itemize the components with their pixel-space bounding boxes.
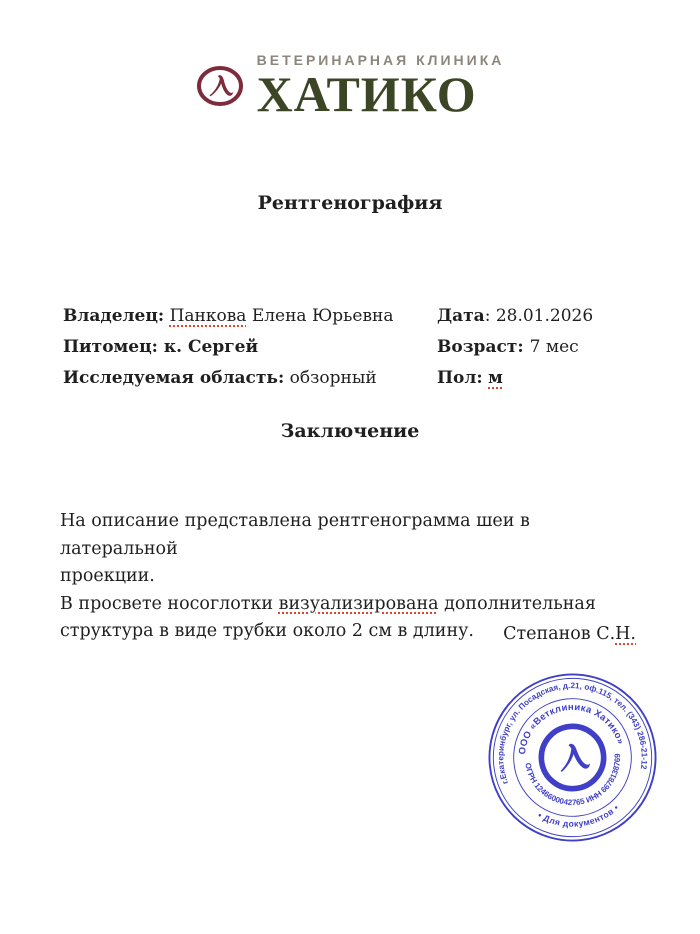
owner-name-flagged: Панкова [169,306,247,326]
clinic-type-label: ВЕТЕРИНАРНАЯ КЛИНИКА [256,52,505,68]
stamp-ogrn-inn-text: ОГРН 1246600042765 ИНН 6678138769 [523,753,623,808]
age-label: Возраст: [437,337,524,357]
area-value: обзорный [284,368,377,388]
clinic-header [0,52,700,122]
conclusion-line2: проекции. [60,566,155,586]
owner-name-rest: Елена Юрьевна [246,306,394,326]
sex-label: Пол: [437,368,483,388]
doctor-signature [503,624,636,644]
clinic-stamp [477,662,667,852]
conclusion-line4: структура в виде трубки около 2 см в длину. [60,621,474,641]
stamp-purpose-text: • Для документов • [536,802,621,829]
date-value: : 28.01.2026 [484,306,594,326]
patient-info-grid [63,301,640,394]
svg-text:г.Екатеринбург, ул. Посадская, [489,674,651,786]
document-title: Рентгенография [257,192,443,214]
doctor-name: Степанов С. [503,624,616,644]
age-row [437,332,640,363]
stamp-center-glyph [558,742,590,772]
conclusion-line3-after: дополнительная [438,593,596,614]
svg-text:ОГРН 1246600042765 ИНН 6678138 [523,752,627,812]
clinic-brand-text [256,52,505,122]
pet-row [63,332,437,363]
clinic-name: ХАТИКО [256,66,477,122]
date-row [437,301,640,332]
date-label: Дата [437,306,485,326]
conclusion-line3-before: В просвете носоглотки [60,593,279,614]
owner-label: Владелец: [63,306,165,326]
pet-value: к. Сергей [157,337,259,357]
conclusion-flagged-word: визуализирована [278,593,439,614]
stamp-address-text: г.Екатеринбург, ул. Посадская, д.21, оф.115, тел. (343) 286-21-12 [496,681,649,786]
owner-row [63,301,437,332]
stamp-company-text: ООО «Ветклиника Хатико» [516,701,627,756]
area-row [63,363,437,394]
area-label: Исследуемая область: [63,368,285,388]
clinic-logo-icon [196,65,244,107]
age-value: 7 мес [529,337,579,357]
stamp-seal-icon [477,662,667,852]
sex-value: м [488,368,503,388]
sex-row [437,363,640,394]
pet-label: Питомец: [63,337,158,357]
conclusion-line1: На описание представлена рентгенограмма шеи в латеральной [60,511,530,559]
conclusion-heading: Заключение [280,420,420,442]
doctor-initial-flagged: Н. [615,624,636,644]
